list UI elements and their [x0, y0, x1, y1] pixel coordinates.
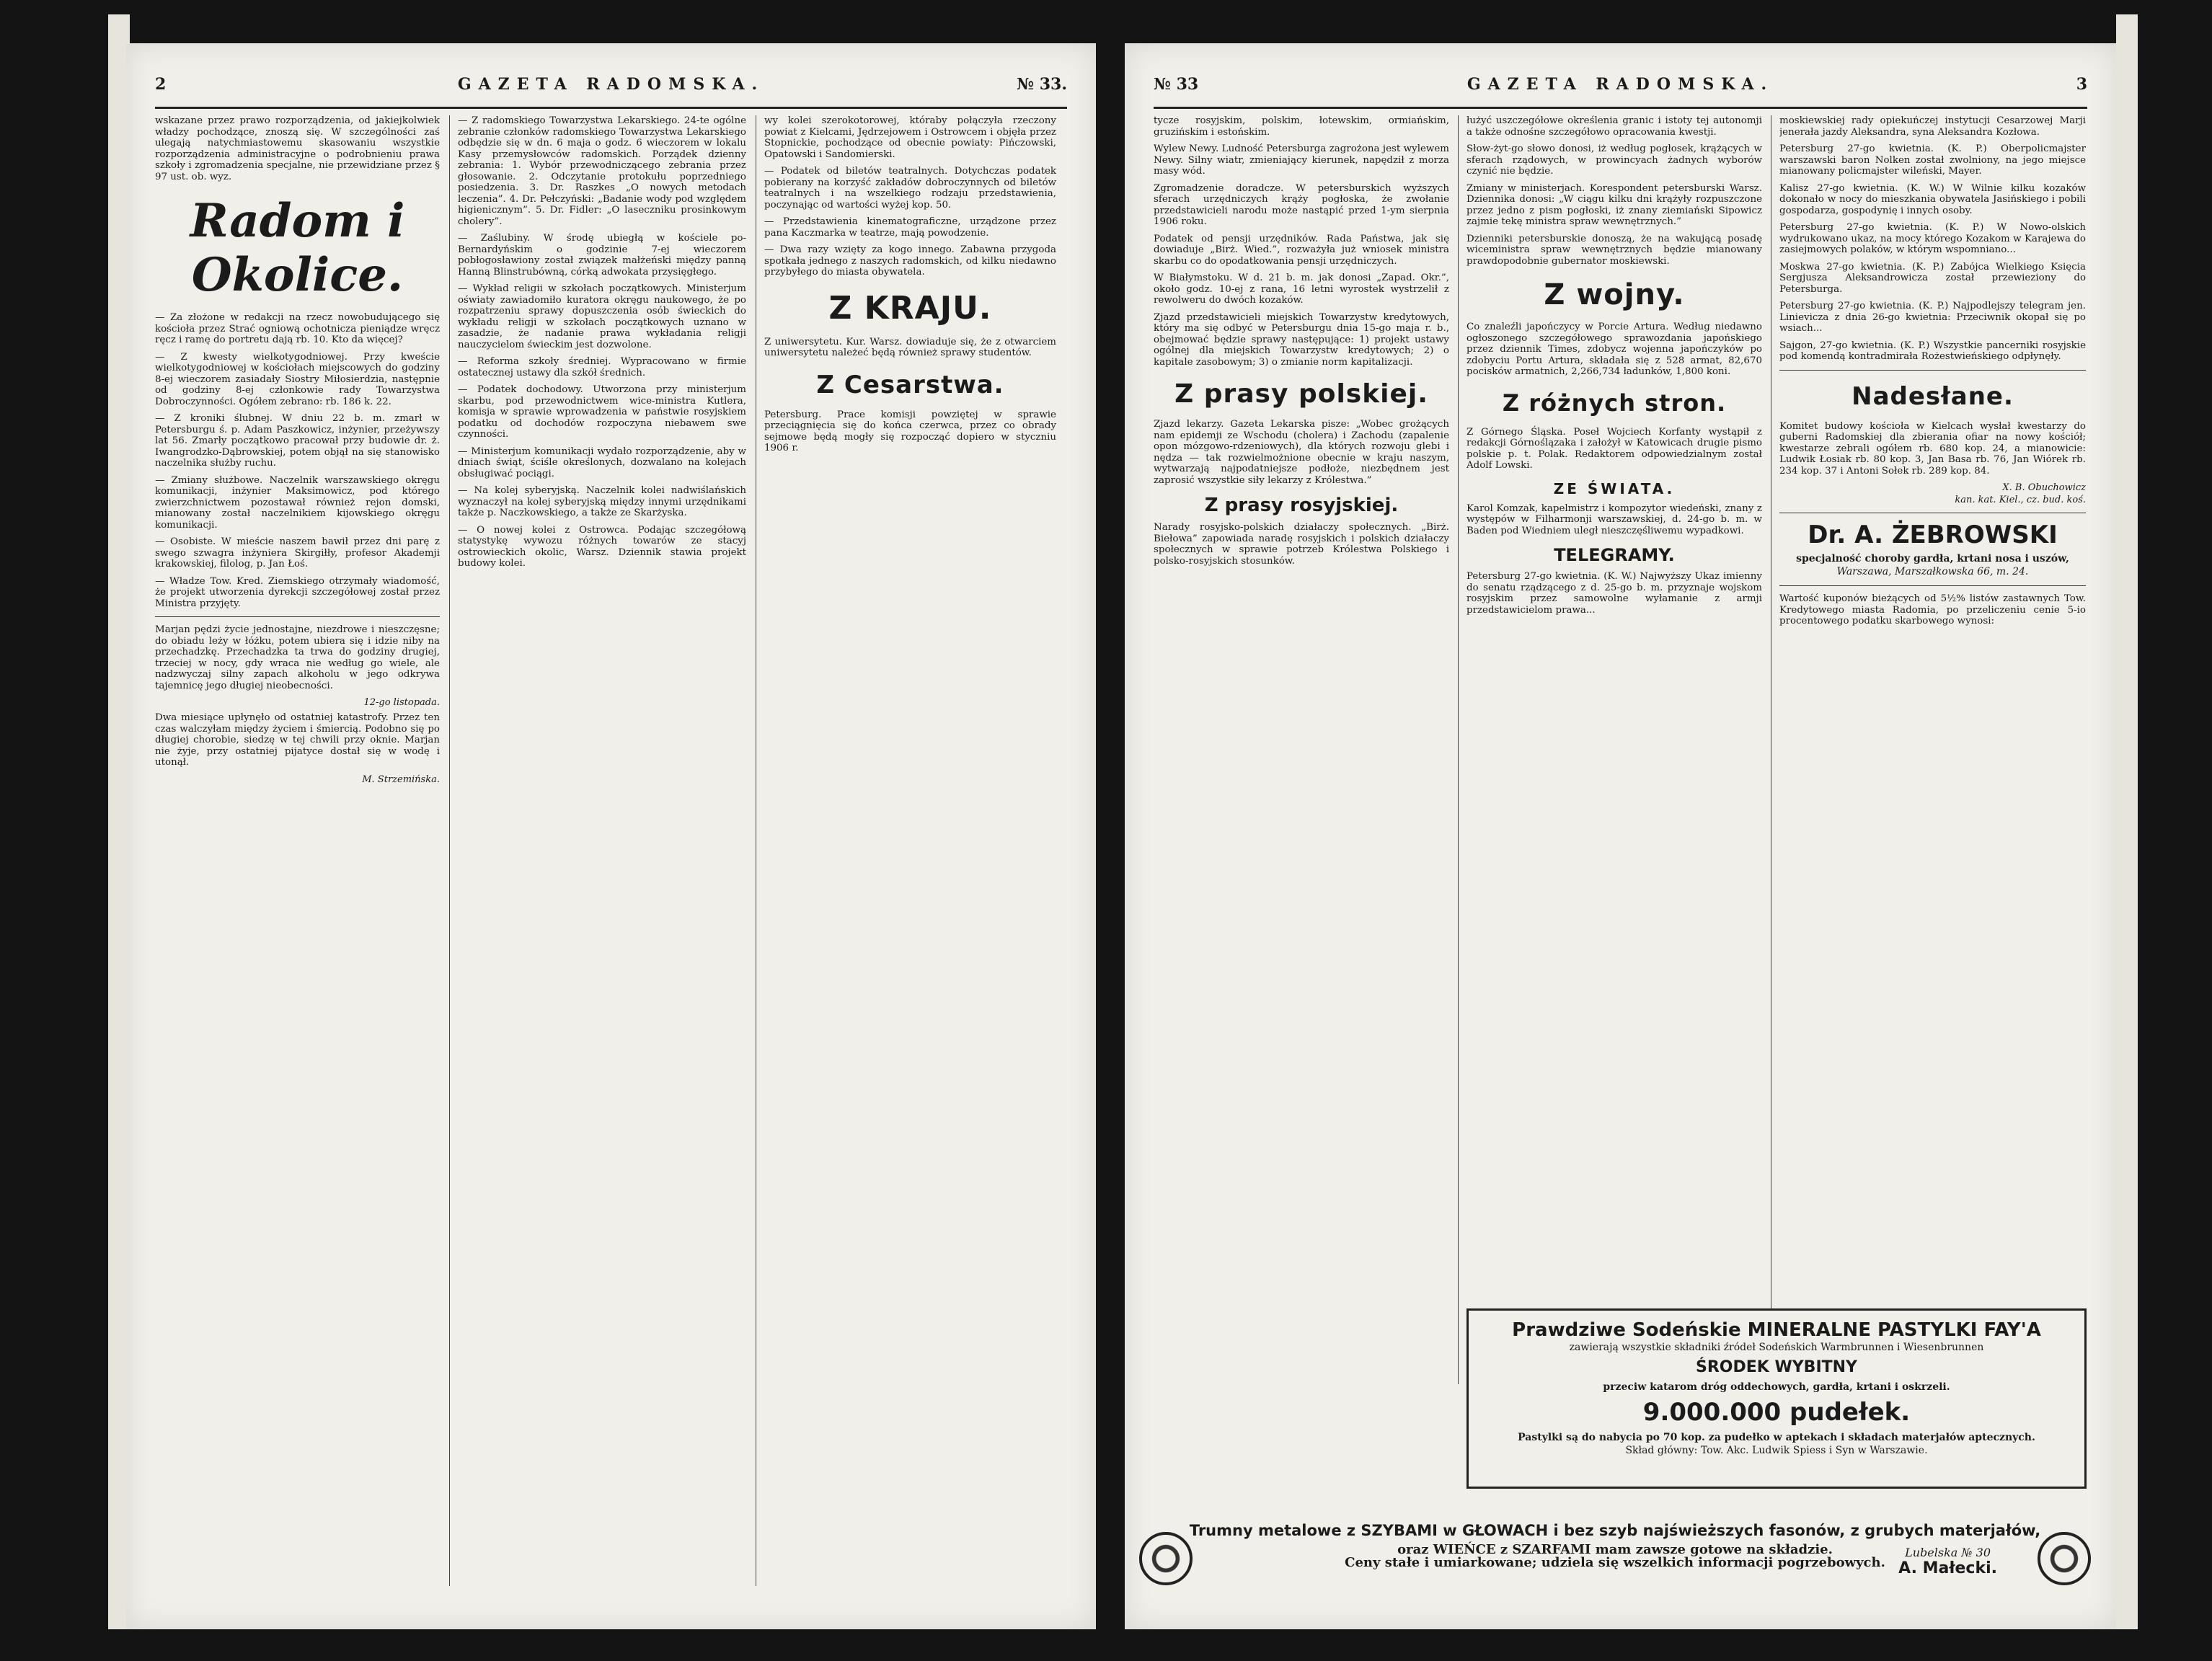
news-item: Z Górnego Śląska. Poseł Wojciech Korfanty wystąpił z redakcji Górnoślązaka i założył w Katowicach drugie pismo polskie p. t. Polak. Redaktorem odpowiedzialnym został Adolf Lowski.: [1466, 426, 1762, 471]
newspaper-page-left: [126, 43, 1096, 1629]
ad-line: przeciw katarom dróg oddechowych, gardła, krtani i oskrzeli.: [1603, 1381, 1950, 1393]
news-item: moskiewskiej rady opiekuńczej instytucji Cesarzowej Marji jenerała jazdy Aleksandra, syna Aleksandra Kozłowa.: [1779, 115, 2086, 138]
news-item: — Przedstawienia kinematograficzne, urządzone przez pana Kaczmarka w teatrze, mają powodzenie.: [764, 216, 1056, 239]
news-item: tycze rosyjskim, polskim, łotewskim, ormiańskim, gruzińskim i estońskim.: [1154, 115, 1449, 138]
issue-number: № 33.: [1017, 75, 1067, 94]
doctor-ad-address: Warszawa, Marszałkowska 66, m. 24.: [1836, 566, 2029, 577]
column-2: [1466, 115, 1762, 1312]
news-item: — Dwa razy wzięty za kogo innego. Zabawna przygoda spotkała jednego z naszych radomskich, od kilku niedawno przybyłego do miasta obywatela.: [764, 244, 1056, 278]
pastylki-advertisement: [1466, 1308, 2087, 1489]
ad-line: zawierają wszystkie składniki źródeł Sodeńskich Warmbrunnen i Wiesenbrunnen: [1569, 1342, 1984, 1353]
column-3: [764, 115, 1056, 1586]
feuilleton-text: Dwa miesiące upłynęło od ostatniej katastrofy. Przez ten czas walczyłam między życiem i śmiercią. Podobno się po długiej chorobie, siedzę w tej chwili przy oknie. Marjan nie żyje, przy ostatniej pijatyce dostał się w wodę i utonął.: [155, 712, 440, 768]
newspaper-page-right: [1125, 43, 2116, 1629]
news-item: — Osobiste. W mieście naszem bawił przez dni parę z swego szwagra inżyniera Skirgiłły, profesor Akademji krakowskiej, filolog, p. Jan Łoś.: [155, 536, 440, 570]
news-item: — Podatek dochodowy. Utworzona przy ministerjum skarbu, pod przewodnictwem wice-ministra Kutlera, komisja w sprawie wprowadzenia w państwie rosyjskiem podatku od dochodów rozpoczyna niebawem swe czynności.: [458, 384, 746, 440]
ad-address: Lubelska № 30: [1905, 1546, 1991, 1559]
news-item: — Zmiany służbowe. Naczelnik warszawskiego okręgu komunikacji, inżynier Maksimowicz, pod którego zwierzchnictwem pozostawał również rejon domski, mianowany został naczelnikiem kijowskiego okręgu komunikacji.: [155, 474, 440, 531]
news-item: Zjazd przedstawicieli miejskich Towarzystw kredytowych, który ma się odbyć w Petersburgu dnia 15-go maja r. b., obejmować będzie sprawy następujące: 1) projekt ustawy ogólnej dla miejskich Towarzystw kredytowych; 2) o kapitale zasobowym; 3) o zmianie norm kapitalizacji.: [1154, 311, 1449, 368]
divider: [155, 616, 440, 617]
news-item: — Władze Tow. Kred. Ziemskiego otrzymały wiadomość, że projekt utworzenia dyrekcji szczegółowej został przez Ministra przyjęty.: [155, 575, 440, 609]
news-item: Słow-żyt-go słowo donosi, iż według pogłosek, krążących w sferach rządowych, w prowincyach żadnych wyborów czynić nie będzie.: [1466, 143, 1762, 177]
news-item: Z uniwersytetu. Kur. Warsz. dowiaduje się, że z otwarciem uniwersytetu należeć będą również sprawy studentów.: [764, 336, 1056, 358]
ad-line: oraz WIEŃCE z SZARFAMI mam zawsze gotowe na składzie.: [1397, 1542, 1833, 1557]
author-role: kan. kat. Kiel., cz. bud. koś.: [1955, 495, 2086, 505]
news-item: Sajgon, 27-go kwietnia. (K. P.) Wszystkie pancerniki rosyjskie pod komendą kontradmirała Rożestwieńskiego odpłynęły.: [1779, 340, 2086, 362]
coupon-notice: Wartość kuponów bieżących od 5½% listów zastawnych Tow. Kredytowego miasta Radomia, po przeliczeniu cenie 5-io procentowego podatku skarbowego wynosi:: [1779, 593, 2086, 626]
news-item: Karol Komzak, kapelmistrz i kompozytor wiedeński, znany z występów w Filharmonji warszawskiej, d. 24-go b. m. w Baden pod Wiedniem uległ nieszczęśliwemu wypadkowi.: [1466, 502, 1762, 536]
news-item: Petersburg. Prace komisji powziętej w sprawie przeciągnięcia się do końca czerwca, przez co obrady sejmowe będą mogły się rozpocząć dopiero w styczniu 1906 r.: [764, 409, 1056, 453]
section-title: Z różnych stron.: [1502, 389, 1727, 417]
ad-line: Skład główny: Tow. Akc. Ludwik Spiess i Syn w Warszawie.: [1625, 1445, 1928, 1456]
news-item: Narady rosyjsko-polskich działaczy społecznych. „Birż. Biełowa” zapowiada naradę rosyjskich i polskich działaczy społecznych w sprawie potrzeb Królestwa Polskiego i polsko-rosyjskich stosunków.: [1154, 522, 1449, 567]
divider: [1779, 370, 2086, 371]
page-edge-right: [2116, 14, 2138, 1629]
ad-owner: A. Małecki.: [1898, 1559, 1997, 1577]
news-item: — Z kroniki ślubnej. W dniu 22 b. m. zmarł w Petersburgu ś. p. Adam Paszkowicz, inżynier, przeżywszy lat 56. Zmarły początkowo pracował przy budowie dr. ż. Iwangrodzko-Dąbrowskiej, potem objął na się stanowisko naczelnika służby ruchu.: [155, 413, 440, 469]
section-title: Radom i Okolice.: [190, 194, 405, 302]
trumny-advertisement: [1139, 1518, 2091, 1604]
page-header: [1154, 75, 2087, 105]
dateline: 12-go listopada.: [363, 697, 440, 708]
section-title: ZE ŚWIATA.: [1553, 479, 1676, 497]
ad-line: Trumny metalowe z SZYBAMI w GŁOWACH i bez szyb najświeższych fasonów, z grubych materjałów,: [1189, 1522, 2041, 1539]
medal-icon: [1139, 1532, 1193, 1585]
news-item: Zgromadzenie doradcze. W petersburskich wyższych sferach urzędniczych krąży pogłoska, że zwołanie przedstawicieli narodu może nastąpić przed 1-ym sierpnia 1906 roku.: [1154, 182, 1449, 227]
feuilleton-text: Marjan pędzi życie jednostajne, niezdrowe i nieszczęsne; do obiadu leży w łóżku, potem ubiera się i idzie niby na przechadzkę. Przechadzka ta trwa do godziny drugiej, trzeciej w nocy, gdy wraca nie według go wiele, ale nadzwyczaj silny zapach alkoholu w jego odkrywa tajemnicę jego długiej nieobecności.: [155, 624, 440, 691]
news-item: Co znaleźli japończycy w Porcie Artura. Według niedawno ogłoszonego szczegółowego sprawozdania japońskiego przez dziennik Times, zdobycz wojenna japończyków po zdobyciu Portu Artura, składała się z 528 armat, 82,670 pocisków armatnich, 2,266,734 ładunków, 1,800 koni.: [1466, 322, 1762, 377]
ad-address-block: [1898, 1546, 1997, 1577]
news-item: Petersburg 27-go kwietnia. (K. P.) Oberpolicmajster warszawski baron Nolken został zwolniony, na jego miejsce mianowany policmajster wileński, Mayer.: [1779, 143, 2086, 177]
column-2: [458, 115, 746, 1586]
news-item: Petersburg 27-go kwietnia. (K. P.) Najpodlejszy telegram jen. Linievicza z dnia 26-go kwietnia: Przeciwnik okopał się po wsiach...: [1779, 301, 2086, 334]
article-text: wskazane przez prawo rozporządzenia, od jakiejkolwiek władzy pochodzące, znoszą się. W szczególności zaś ulegają natychmiastowemu skasowaniu wszystkie rozporządzenia administracyjne o podrobnieniu prawa szkoły i zgromadzenia specjalne, nie przewidziane przez § 97 ust. ob. wyz.: [155, 115, 440, 182]
news-item: — O nowej kolei z Ostrowca. Podając szczegółową statystykę wywozu różnych towarów ze stacyj ostrowieckich okolic, Warsz. Dziennik stawia projekt budowy kolei.: [458, 524, 746, 569]
news-item: łużyć uszczegółowe określenia granic i istoty tej autonomji a także odnośne szczegółowo opracowania kwestji.: [1466, 115, 1762, 138]
section-title: Z KRAJU.: [828, 289, 992, 327]
news-item: W Białymstoku. W d. 21 b. m. jak donosi „Zapad. Okr.”, około godz. 10-ej z rana, 16 letni wyrostek wystrzelił z rewolweru do dwóch kozaków.: [1154, 273, 1449, 306]
news-item: wy kolei szerokotorowej, któraby połączyła rzeczony powiat z Kielcami, Jędrzejowem i Ostrowcem i objęła przez Stopnickie, pochodzące od obecnie powiaty: Pińczowski, Opatowski i Sandomierski.: [764, 115, 1056, 160]
column-rule: [1458, 115, 1459, 1384]
page-number: 2: [155, 75, 167, 94]
author-signature: X. B. Obuchowicz: [2002, 482, 2086, 493]
news-item: Zmiany w ministerjach. Korespondent petersburski Warsz. Dziennika donosi: „W ciągu kilku dni krążyły rozpuszczone przez jedno z pism pogłoski, iż znany ziemiański Sipowicz zajmie tekę ministra spraw wewnętrznych.”: [1466, 182, 1762, 227]
news-item: — Ministerjum komunikacji wydało rozporządzenie, aby w dniach świąt, ściśle określonych, dozwalano na kolejach obsługiwać pociągi.: [458, 446, 746, 479]
issue-number: № 33: [1154, 75, 1199, 94]
column-1: [1154, 115, 1449, 1384]
masthead: GAZETA RADOMSKA.: [1466, 75, 1774, 94]
news-item: Kalisz 27-go kwietnia. (K. W.) W Wilnie kilku kozaków dokonało w nocy do mieszkania obywatela Jasińskiego i pobili gospodarza, gospodynię i innych osoby.: [1779, 182, 2086, 216]
divider: [1779, 585, 2086, 586]
section-title: TELEGRAMY.: [1554, 545, 1675, 565]
doctor-ad-specialty: specjalność choroby gardła, krtani nosa i uszów,: [1796, 553, 2069, 564]
column-3: [1779, 115, 2086, 1312]
news-item: — Z radomskiego Towarzystwa Lekarskiego. 24-te ogólne zebranie członków radomskiego Towarzystwa Lekarskiego odbędzie się w dn. 6 maja o godz. 6 wieczorem w lokalu Kasy przemysłowców radomskich. Porządek dzienny zebrania: 1. Wybór przewodniczącego zebrania przez głosowanie. 2. Odczytanie protokułu poprzedniego posiedzenia. 3. Dr. Raszkes „O nowych metodach leczenia”. 4. Dr. Pełczyński: „Badanie wody pod względem higienicznym”. 5. Dr. Fidler: „O laseczniku prosinkowym cholery”.: [458, 115, 746, 227]
ad-highlight: 9.000.000 pudełek.: [1642, 1398, 1911, 1427]
ad-line: Ceny stałe i umiarkowane; udziela się wszelkich informacji pogrzebowych.: [1345, 1555, 1885, 1570]
column-rule: [449, 115, 450, 1586]
ad-line: Pastylki są do nabycia po 70 kop. za pudełko w aptekach i składach materjałów aptecznych.: [1518, 1432, 2035, 1443]
doctor-ad-name: Dr. A. ŻEBROWSKI: [1808, 521, 2058, 549]
ad-subtitle: ŚRODEK WYBITNY: [1696, 1358, 1857, 1376]
news-item: — Za złożone w redakcji na rzecz nowobudującego się kościoła przez Strać ogniową ochotnicza pieniądze wręcz ręcz i ramę do portretu dają rb. 10. Kto da więcej?: [155, 312, 440, 345]
news-item: Moskwa 27-go kwietnia. (K. P.) Zabójca Wielkiego Księcia Sergjusza Aleksandrowicza został przewieziony do Petersburga.: [1779, 261, 2086, 295]
section-title: Z wojny.: [1544, 278, 1685, 311]
news-item: Zjazd lekarzy. Gazeta Lekarska pisze: „Wobec grożących nam epidemji ze Wschodu (cholera) i Zachodu (zapalenie opon mózgowo-rdzeniowych), dla których rozwoju glebi i nędza — tak rozwielmożnione obecnie w kraju naszym, wytwarzają najpodatniejsze podłoże, niezbędnem jest zaprosić wszystkie siły lekarzy z Królestwa.”: [1154, 419, 1449, 486]
section-title: Nadesłane.: [1852, 381, 2014, 411]
news-item: — Wykład religii w szkołach początkowych. Ministerjum oświaty zawiadomiło kuratora okręgu naukowego, że po rozpatrzeniu sprawy dopuszczenia osób świeckich do wykładu religji w szkołach początkowych uznano w zasadzie, że nadanie prawa wykładania religji nauczycielom świeckim jest dozwolone.: [458, 283, 746, 350]
news-item: — Na kolej syberyjską. Naczelnik kolei nadwiślańskich wyznaczył na kolej syberyjską między innymi urzędnikami także p. Naczkowskiego, a także ze Skarżyska.: [458, 485, 746, 518]
column-1: [155, 115, 440, 1586]
news-item: Petersburg 27-go kwietnia. (K. W.) Najwyższy Ukaz imienny do senatu rządzącego z d. 25-go b. m. przyznaje wojskom rosyjskim przez samowolne wyłamanie z armji przedstawicielom prawa...: [1466, 571, 1762, 616]
news-item: — Reforma szkoły średniej. Wypracowano w firmie ostatecznej ustawy dla szkół średnich.: [458, 356, 746, 378]
news-item: Komitet budowy kościoła w Kielcach wysłał kwestarzy do guberni Radomskiej dla zbierania ofiar na nowy kościół; kwestarze zebrali ogółem rb. 680 kop. 24, a mianowicie: Ludwik Łosiak rb. 80 kop. 3, Jan Basa rb. 76, Jan Wiórek rb. 234 kop. 37 i Antoni Sołek rb. 289 kop. 84.: [1779, 420, 2086, 477]
news-item: Wylew Newy. Ludność Petersburga zagrożona jest wylewem Newy. Silny wiatr, zmieniający kierunek, napędził z morza masy wód.: [1154, 143, 1449, 177]
section-title: Z prasy rosyjskiej.: [1204, 495, 1399, 516]
author-signature: M. Strzemińska.: [362, 774, 440, 785]
section-title: Z prasy polskiej.: [1174, 379, 1428, 409]
page-header: [155, 75, 1067, 105]
news-item: — Podatek od biletów teatralnych. Dotychczas podatek pobierany na korzyść zakładów dobroczynnych od biletów teatralnych i na wszelkiego rodzaju przedstawienia, poczynając od wartości wyżej kop. 50.: [764, 166, 1056, 211]
news-item: — Zaślubiny. W środę ubiegłą w kościele po-Bernardyńskim o godzinie 7-ej wieczorem pobłogosławiony został związek małżeński między panną Hanną Blinstrubówną, córką adwokata przysięgłego.: [458, 233, 746, 278]
news-item: Dzienniki petersburskie donoszą, że na wakującą posadę wiceministra spraw wewnętrznych będzie mianowany prawdopodobnie gubernator moskiewski.: [1466, 233, 1762, 267]
masthead: GAZETA RADOMSKA.: [457, 75, 765, 94]
header-rule: [1154, 107, 2087, 109]
page-number: 3: [2076, 75, 2087, 94]
news-item: Petersburg 27-go kwietnia. (K. P.) W Nowo-olskich wydrukowano ukaz, na mocy którego Kozakom w Karajewa do zasiejmowych polaków, w którym wspomniano...: [1779, 222, 2086, 255]
ad-title: Prawdziwe Sodeńskie MINERALNE PASTYLKI FAY'A: [1512, 1319, 2041, 1341]
section-title: Z Cesarstwa.: [816, 370, 1004, 399]
portrait-icon: [2038, 1532, 2091, 1585]
header-rule: [155, 107, 1067, 109]
news-item: Podatek od pensji urzędników. Rada Państwa, jak się dowiaduje „Birż. Wied.”, rozważyła już wniosek ministra skarbu co do opodatkowania pensji urzędniczych.: [1154, 233, 1449, 267]
news-item: — Z kwesty wielkotygodniowej. Przy kweście wielkotygodniowej w kościołach miejscowych do godziny 8-ej wieczorem zasiadały Siostry Miłosierdzia, następnie od godziny 8-ej członkowie rady Towarzystwa Dobroczynności. Ogółem zebrano: rb. 186 k. 22.: [155, 351, 440, 407]
